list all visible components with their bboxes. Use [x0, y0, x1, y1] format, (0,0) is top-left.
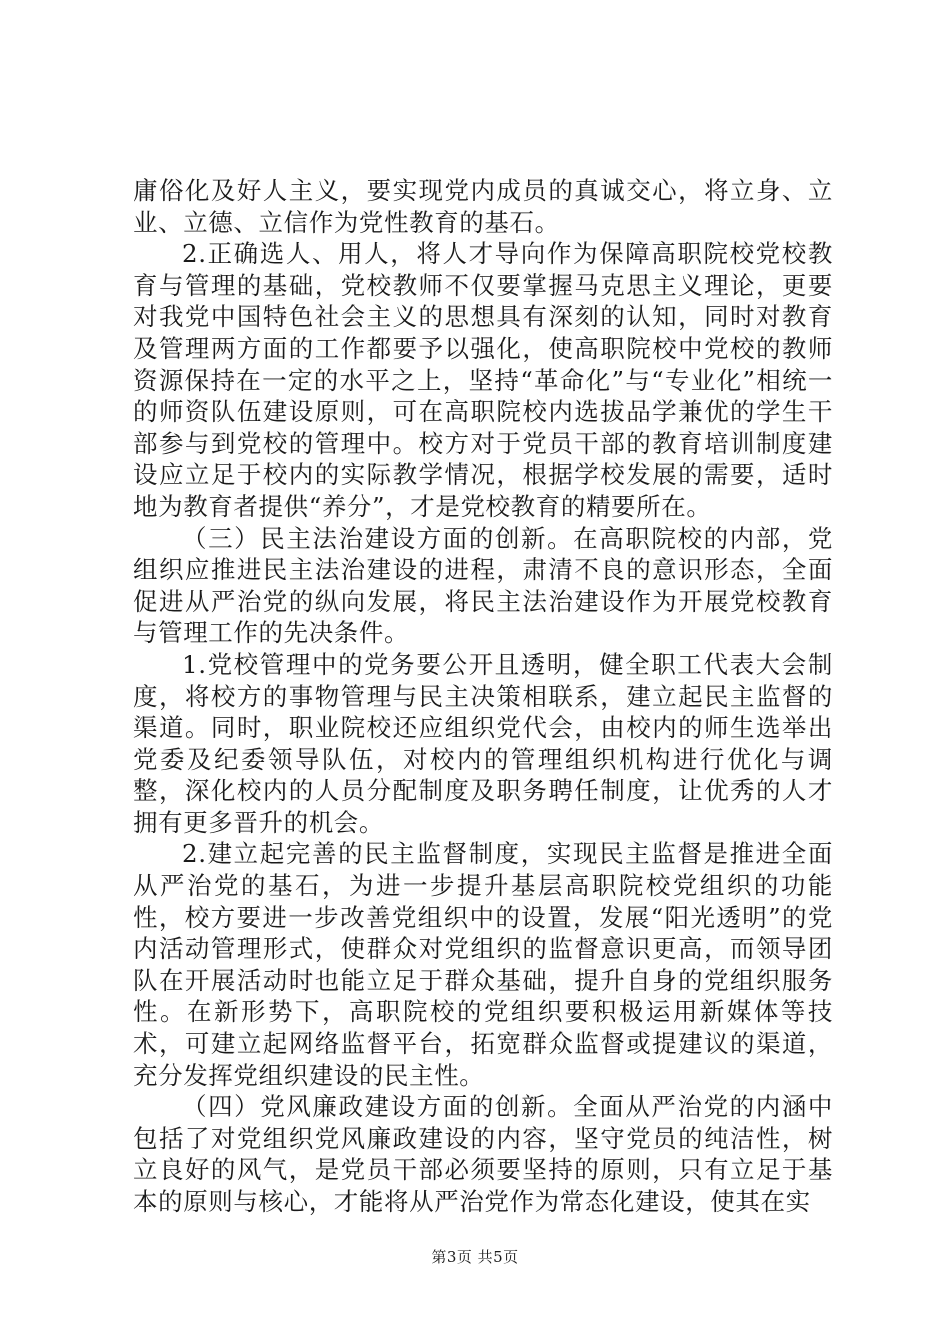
document-body	[133, 175, 833, 1218]
paragraph-point-1-transparency: 1.党校管理中的党务要公开且透明，健全职工代表大会制度，将校方的事物管理与民主决策相联系，建立起民主监督的渠道。同时，职业院校还应组织党代会，由校内的师生选举出党委及纪委领导队伍，对校内的管理组织机构进行优化与调整，深化校内的人员分配制度及职务聘任制度，让优秀的人才拥有更多晋升的机会。	[133, 649, 833, 837]
paragraph-continuation: 庸俗化及好人主义，要实现党内成员的真诚交心，将立身、立业、立德、立信作为党性教育的基石。	[133, 176, 833, 237]
paragraph-section-3-democracy: （三）民主法治建设方面的创新。在高职院校的内部，党组织应推进民主法治建设的进程，肃清不良的意识形态，全面促进从严治党的纵向发展，将民主法治建设作为开展党校教育与管理工作的先决条件。	[133, 523, 833, 648]
paragraph-point-2-supervision: 2.建立起完善的民主监督制度，实现民主监督是推进全面从严治党的基石，为进一步提升基层高职院校党组织的功能性，校方要进一步改善党组织中的设置，发展“阳光透明”的党内活动管理形式，使群众对党组织的监督意识更高，而领导团队在开展活动时也能立足于群众基础，提升自身的党组织服务性。在新形势下，高职院校的党组织要积极运用新媒体等技术，可建立起网络监督平台，拓宽群众监督或提建议的渠道，充分发挥党组织建设的民主性。	[133, 839, 833, 1090]
page-footer: 第3页 共5页	[431, 1248, 519, 1266]
paragraph-point-2-teachers: 2.正确选人、用人，将人才导向作为保障高职院校党校教育与管理的基础，党校教师不仅要掌握马克思主义理论，更要对我党中国特色社会主义的思想具有深刻的认知，同时对教育及管理两方面的工作都要予以强化，使高职院校中党校的教师资源保持在一定的水平之上，坚持“革命化”与“专业化”相统一的师资队伍建设原则，可在高职院校内选拔品学兼优的学生干部参与到党校的管理中。校方对于党员干部的教育培训制度建设应立足于校内的实际教学情况，根据学校发展的需要，适时地为教育者提供“养分”，才是党校教育的精要所在。	[133, 239, 833, 521]
paragraph-section-4-integrity: （四）党风廉政建设方面的创新。全面从严治党的内涵中包括了对党组织党风廉政建设的内容，坚守党员的纯洁性，树立良好的风气，是党员干部必须要坚持的原则，只有立足于基本的原则与核心，才能将从严治党作为常态化建设，使其在实	[133, 1092, 833, 1216]
